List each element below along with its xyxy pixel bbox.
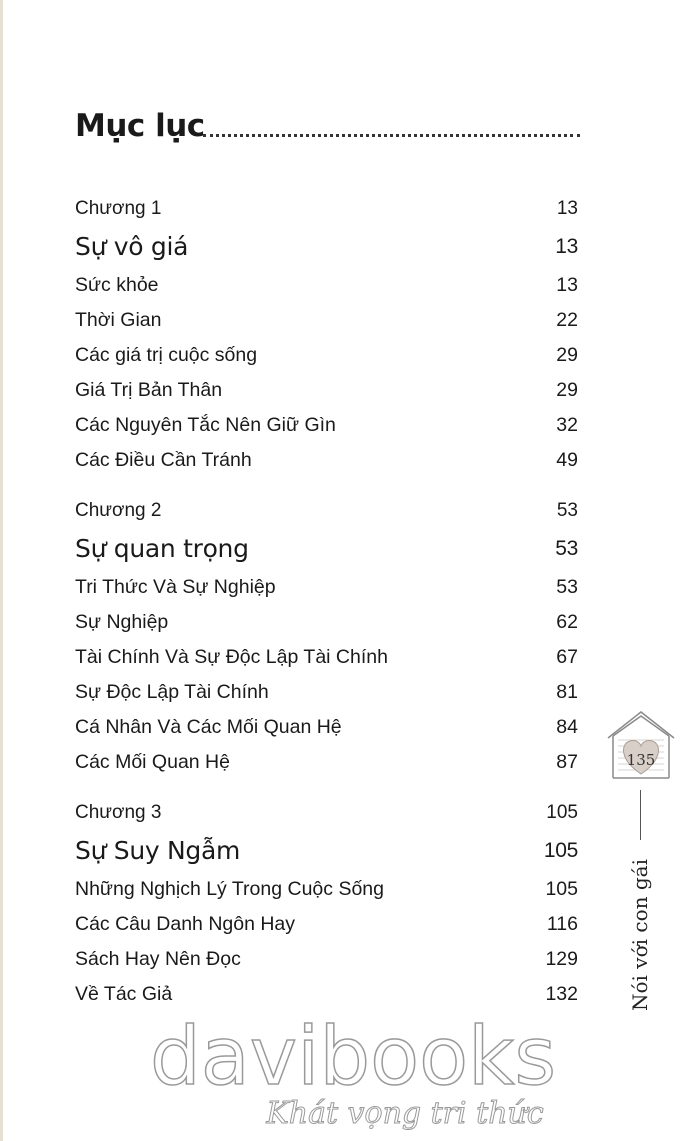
toc-entry-row[interactable] [75, 443, 578, 478]
toc-label: Về Tác Giả [75, 983, 173, 1005]
toc-page-number: 53 [556, 576, 578, 598]
toc-entry-row[interactable] [75, 710, 578, 745]
toc-page-number: 129 [545, 948, 578, 970]
toc-entry-row[interactable] [75, 745, 578, 780]
toc-entry-row[interactable] [75, 408, 578, 443]
toc-label: Cá Nhân Và Các Mối Quan Hệ [75, 716, 342, 738]
toc-entry-row[interactable] [75, 907, 578, 942]
toc-label: Giá Trị Bản Thân [75, 379, 223, 401]
toc-page-number: 32 [556, 414, 578, 436]
toc-page-number: 53 [556, 500, 578, 521]
toc-entry-row[interactable] [75, 303, 578, 338]
toc-label: Sự vô giá [75, 232, 189, 261]
running-title: Nói với con gái [628, 859, 652, 1011]
toc-page-number: 105 [543, 839, 578, 862]
toc-page-number: 67 [556, 646, 578, 668]
toc-label: Sự Nghiệp [75, 611, 169, 633]
toc-label: Các Mối Quan Hệ [75, 751, 230, 773]
table-of-contents [75, 192, 578, 1012]
toc-entry-row[interactable] [75, 640, 578, 675]
toc-entry-row[interactable] [75, 675, 578, 710]
toc-entry-row[interactable] [75, 570, 578, 605]
toc-page-number: 53 [555, 537, 578, 560]
chapter-gap [75, 780, 578, 796]
page-edge [0, 0, 3, 1141]
toc-page-number: 132 [545, 983, 578, 1005]
toc-label: Sự quan trọng [75, 534, 249, 563]
toc-label: Những Nghịch Lý Trong Cuộc Sống [75, 878, 384, 900]
toc-section-row[interactable] [75, 528, 578, 570]
watermark-tagline: Khát vọng tri thức [266, 1096, 544, 1131]
toc-label: Chương 1 [75, 198, 162, 219]
toc-entry-row[interactable] [75, 605, 578, 640]
watermark-brand: davibooks [150, 1010, 557, 1103]
toc-page-number: 105 [546, 802, 578, 823]
toc-page-number: 29 [556, 344, 578, 366]
title-dot-leader [203, 134, 580, 137]
toc-label: Chương 3 [75, 802, 162, 823]
toc-page-number: 105 [545, 878, 578, 900]
toc-entry-row[interactable] [75, 872, 578, 907]
toc-label: Sự Suy Ngẫm [75, 836, 241, 865]
toc-page-number: 116 [546, 913, 578, 935]
toc-entry-row[interactable] [75, 942, 578, 977]
toc-page-number: 81 [556, 681, 578, 703]
toc-label: Chương 2 [75, 500, 162, 521]
toc-page-number: 84 [556, 716, 578, 738]
toc-page-number: 13 [555, 235, 578, 258]
toc-page-number: 22 [556, 309, 578, 331]
toc-chapter-row[interactable] [75, 494, 578, 528]
toc-label: Các giá trị cuộc sống [75, 344, 258, 366]
toc-label: Các Điều Cần Tránh [75, 449, 252, 471]
toc-page-number: 62 [556, 611, 578, 633]
page-number-house-icon [606, 708, 676, 783]
toc-section-row[interactable] [75, 226, 578, 268]
toc-chapter-row[interactable] [75, 192, 578, 226]
toc-entry-row[interactable] [75, 268, 578, 303]
toc-page-number: 87 [556, 751, 578, 773]
toc-page-number: 13 [556, 274, 578, 296]
toc-label: Sách Hay Nên Đọc [75, 948, 241, 970]
toc-page-number: 29 [556, 379, 578, 401]
page-number: 135 [626, 751, 656, 769]
toc-entry-row[interactable] [75, 373, 578, 408]
toc-entry-row[interactable] [75, 338, 578, 373]
toc-chapter-row[interactable] [75, 796, 578, 830]
toc-entry-row[interactable] [75, 977, 578, 1012]
side-rule [640, 790, 641, 840]
toc-section-row[interactable] [75, 830, 578, 872]
toc-label: Tri Thức Và Sự Nghiệp [75, 576, 276, 598]
toc-label: Sự Độc Lập Tài Chính [75, 681, 269, 703]
title-row [75, 108, 580, 158]
toc-label: Các Câu Danh Ngôn Hay [75, 913, 296, 935]
toc-label: Các Nguyên Tắc Nên Giữ Gìn [75, 414, 336, 436]
toc-label: Thời Gian [75, 309, 162, 331]
toc-page-number: 49 [556, 449, 578, 471]
toc-page-number: 13 [556, 198, 578, 219]
page-title: Mục lục [75, 108, 205, 144]
chapter-gap [75, 478, 578, 494]
toc-label: Tài Chính Và Sự Độc Lập Tài Chính [75, 646, 388, 668]
toc-label: Sức khỏe [75, 274, 159, 296]
